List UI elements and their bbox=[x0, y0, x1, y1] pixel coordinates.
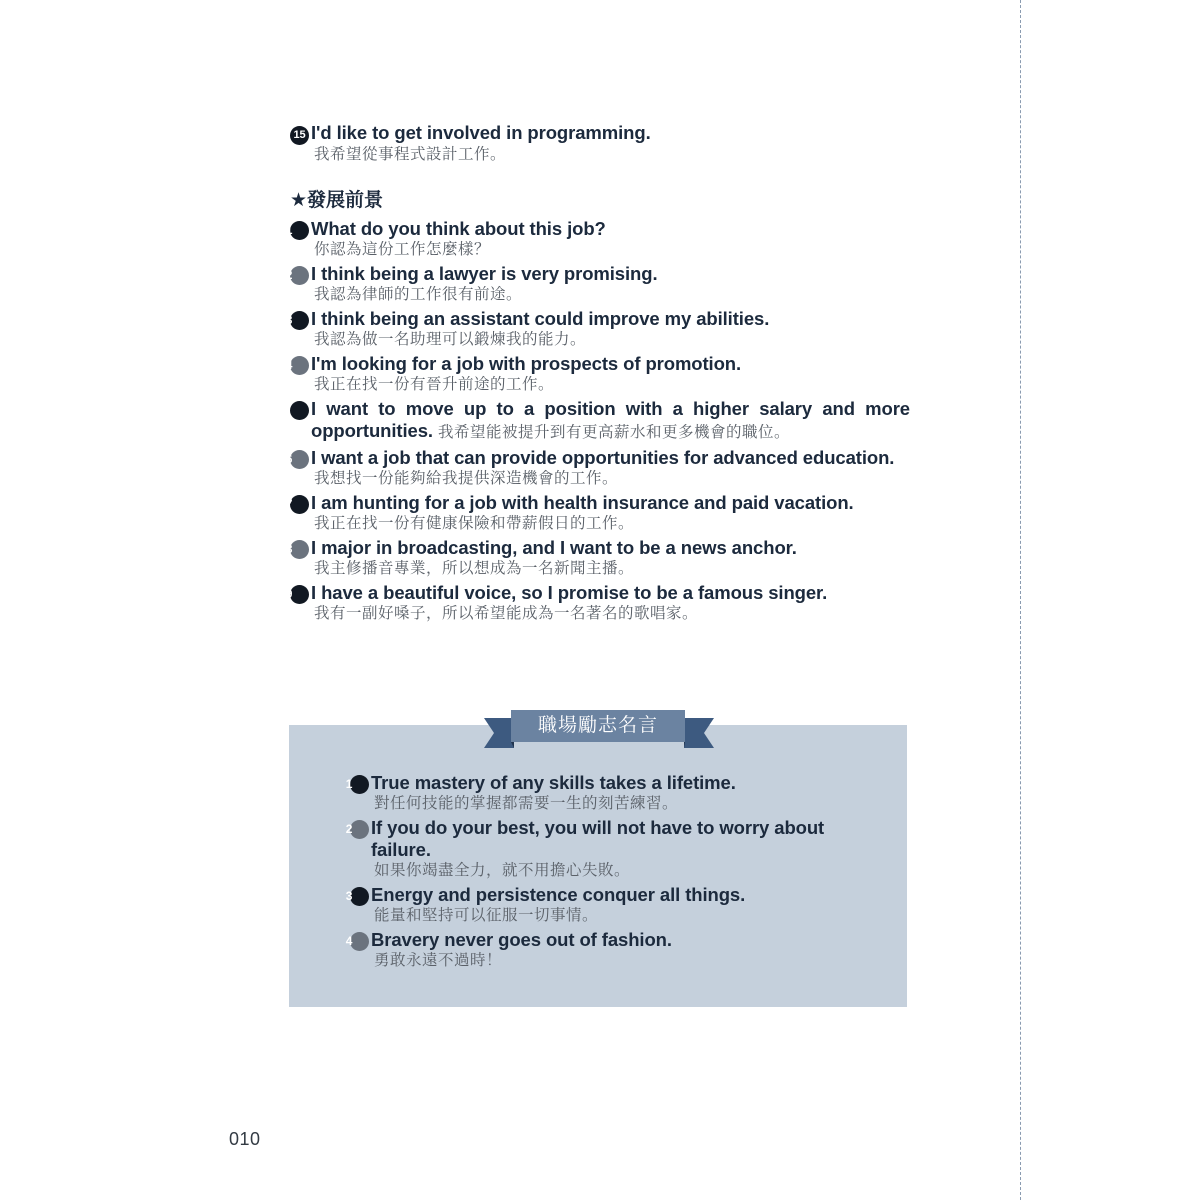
list-item bbox=[285, 218, 910, 260]
number-badge: 2 bbox=[350, 820, 369, 839]
number-badge: 3 bbox=[350, 887, 369, 906]
english-sentence: I am hunting for a job with health insurance and paid vacation. bbox=[311, 492, 854, 513]
prospects-list bbox=[269, 218, 910, 624]
english-sentence: I think being an assistant could improve my abilities. bbox=[311, 308, 770, 329]
number-badge: 3 bbox=[290, 311, 309, 330]
list-item bbox=[285, 263, 910, 305]
number-badge: 9 bbox=[290, 585, 309, 604]
ribbon-left-tail bbox=[484, 718, 514, 748]
list-item bbox=[290, 122, 910, 165]
chinese-translation: 我認為律師的工作很有前途。 bbox=[314, 286, 523, 303]
english-sentence: I want a job that can provide opportunities for advanced education. bbox=[311, 447, 895, 468]
number-badge: 4 bbox=[290, 356, 309, 375]
number-badge: 2 bbox=[290, 266, 309, 285]
english-sentence: Bravery never goes out of fashion. bbox=[371, 929, 672, 950]
list-item bbox=[345, 817, 850, 881]
list-item bbox=[285, 308, 910, 350]
list-item bbox=[285, 353, 910, 395]
list-item bbox=[345, 884, 850, 926]
number-badge: 6 bbox=[290, 450, 309, 469]
number-badge: 7 bbox=[290, 495, 309, 514]
list-item bbox=[285, 582, 910, 624]
list-item bbox=[285, 447, 910, 489]
english-sentence: I'm looking for a job with prospects of promotion. bbox=[311, 353, 742, 374]
chinese-translation: 我認為做一名助理可以鍛煉我的能力。 bbox=[314, 331, 587, 348]
english-sentence: I think being a lawyer is very promising. bbox=[311, 263, 658, 284]
number-badge: 5 bbox=[290, 401, 309, 420]
list-item bbox=[269, 398, 910, 444]
english-sentence: True mastery of any skills takes a lifetime. bbox=[371, 772, 736, 793]
english-sentence: What do you think about this job? bbox=[311, 218, 606, 239]
chinese-translation: 我正在找一份有健康保險和帶薪假日的工作。 bbox=[314, 515, 635, 532]
english-sentence: Energy and persistence conquer all things. bbox=[371, 884, 746, 905]
chinese-translation: 我有一副好嗓子，所以希望能成為一名著名的歌唱家。 bbox=[314, 605, 699, 622]
chinese-translation: 我主修播音專業，所以想成為一名新聞主播。 bbox=[314, 560, 635, 577]
number-badge: 15 bbox=[290, 126, 309, 145]
chinese-translation: 能量和堅持可以征服一切事情。 bbox=[374, 907, 599, 924]
number-badge: 1 bbox=[350, 775, 369, 794]
banner-title: 職場勵志名言 bbox=[511, 710, 685, 742]
page-edge-dashed-line bbox=[1020, 0, 1021, 1200]
chinese-translation: 勇敢永遠不過時！ bbox=[374, 952, 503, 969]
number-badge: 4 bbox=[350, 932, 369, 951]
chinese-translation: 我想找一份能夠給我提供深造機會的工作。 bbox=[314, 470, 619, 487]
ribbon-right-tail bbox=[684, 718, 714, 748]
english-sentence: I'd like to get involved in programming. bbox=[311, 122, 651, 143]
list-item bbox=[285, 492, 910, 534]
list-item bbox=[285, 537, 910, 579]
section-heading: ★發展前景 bbox=[290, 190, 384, 211]
chinese-translation: 我正在找一份有晉升前途的工作。 bbox=[314, 376, 555, 393]
english-sentence: I want to move up to a position with a higher salary and more opportunities. bbox=[311, 398, 910, 441]
chinese-translation: 你認為這份工作怎麼樣？ bbox=[314, 241, 491, 258]
chinese-translation: 如果你竭盡全力，就不用擔心失敗。 bbox=[374, 862, 631, 879]
number-badge: 1 bbox=[290, 221, 309, 240]
quotes-list bbox=[345, 772, 850, 974]
english-sentence: If you do your best, you will not have to worry about failure. bbox=[371, 817, 825, 860]
list-item bbox=[345, 772, 850, 814]
list-item bbox=[345, 929, 850, 971]
chinese-translation: 我希望從事程式設計工作。 bbox=[314, 146, 507, 163]
phrase-list bbox=[269, 122, 910, 627]
english-sentence: I major in broadcasting, and I want to be a news anchor. bbox=[311, 537, 797, 558]
chinese-translation: 我希望能被提升到有更高薪水和更多機會的職位。 bbox=[437, 424, 790, 441]
page-number: 010 bbox=[229, 1129, 261, 1149]
chinese-translation: 對任何技能的掌握都需要一生的刻苦練習。 bbox=[374, 795, 679, 812]
number-badge: 8 bbox=[290, 540, 309, 559]
english-sentence: I have a beautiful voice, so I promise to be a famous singer. bbox=[311, 582, 828, 603]
